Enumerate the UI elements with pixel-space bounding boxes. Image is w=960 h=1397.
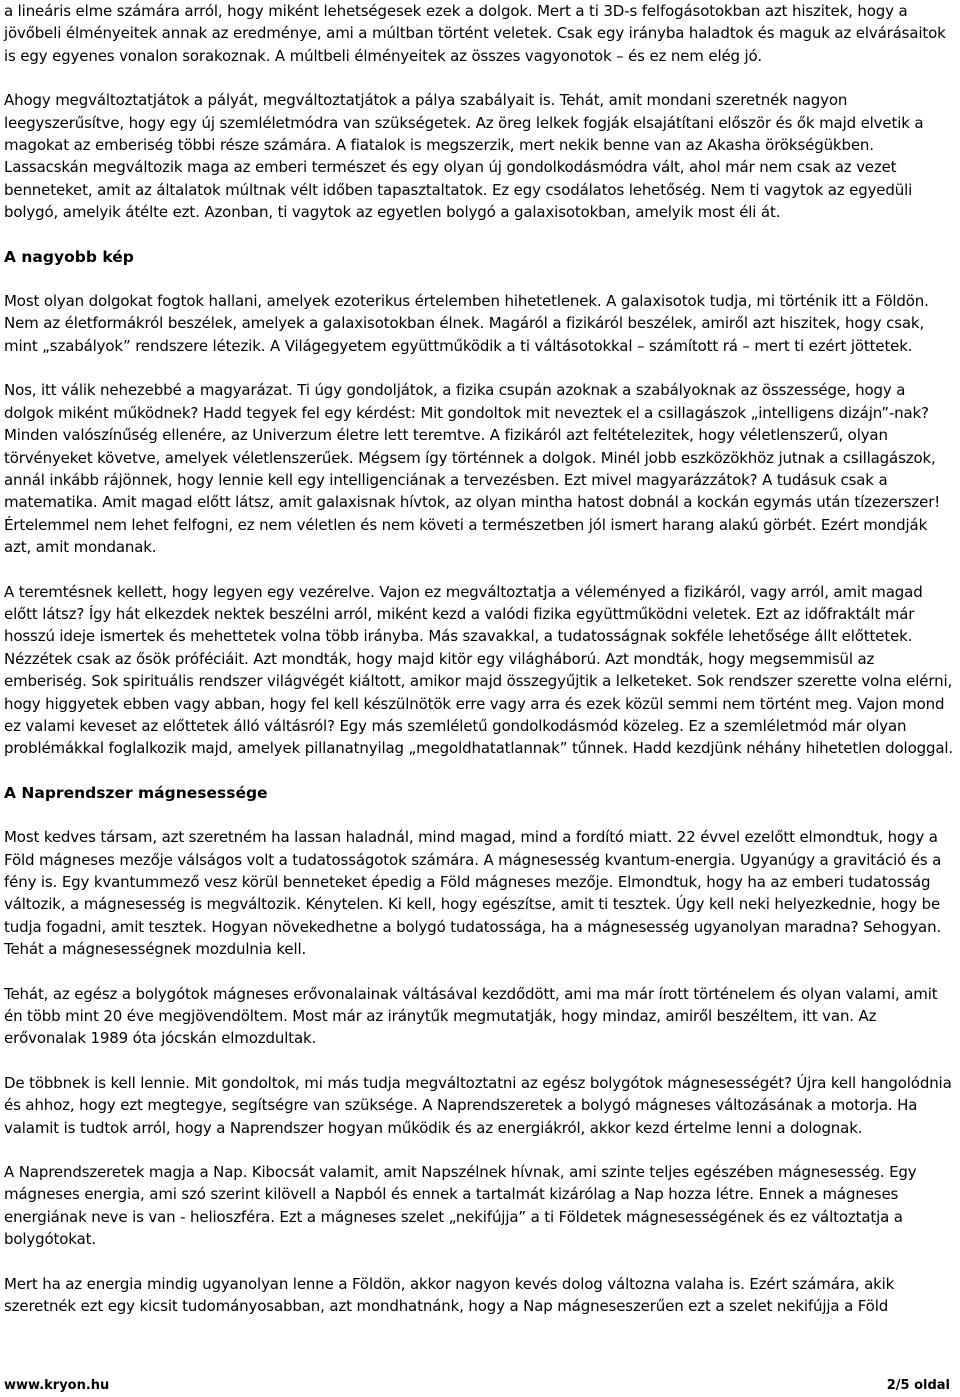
page-footer: [0, 1378, 960, 1396]
paragraph-gap: [4, 268, 958, 290]
document-body: [4, 0, 958, 1318]
paragraph-gap: [4, 559, 958, 581]
paragraph-gap: [4, 67, 958, 89]
paragraph-3: Most olyan dolgokat fogtok hallani, amelyek ezoterikus értelemben hihetetlenek. A galaxisotok tudja, mi történik itt a Földön. Nem az életformákról beszélek, amelyek a galaxisotokban élnek. Magáról a fizikáról beszélek, amiről azt hiszitek, hogy csak, mint „szabályok” rendszere létezik. A Világegyetem együttműködik a ti váltásotokkal – számított rá – mert ti ezért jöttetek.: [4, 292, 929, 355]
section-heading-solar-magnetism: A Naprendszer mágnesessége: [4, 783, 268, 802]
paragraph-gap: [4, 961, 958, 983]
paragraph-9: A Naprendszeretek magja a Nap. Kibocsát valamit, amit Napszélnek hívnak, ami szinte teljes egészében mágnesesség. Egy mágneses energia, ami szó szerint kilövell a Napból és ennek a tartalmát kizárólag a Nap hozza létre. Ennek a mágneses energiának neve is van - helioszféra. Ezt a mágneses szelet „nekifújja” a ti Földetek mágnesességének és ez változtatja a bolygótokat.: [4, 1163, 917, 1249]
paragraph-gap: [4, 760, 958, 782]
paragraph-5: A teremtésnek kellett, hogy legyen egy vezérelve. Vajon ez megváltoztatja a véleményed a fizikáról, vagy arról, amit magad előtt látsz? Így hát elkezdek nektek beszélni arról, miként kezd a valódi fizika együttműködni veletek. Ezt az időfraktált már hosszú ideje ismertek és mehettetek volna több irányba. Más szavakkal, a tudatosságnak sokféle lehetősége állt előttetek. Nézzétek csak az ősök próféciáit. Azt mondták, hogy majd kitör egy világháború. Azt mondták, hogy megsemmisül az emberiség. Sok spirituális rendszer világvégét kiáltott, amikor majd összegyűjtik a lelketeket. Sok rendszer szerette volna elérni, hogy higgyetek ebben vagy abban, hogy fel kell készülnötök erre vagy arra és ezek közül semmi nem történt meg. Vajon mond ez valami keveset az előttetek álló váltásról? Egy más szemléletű gondolkodásmód közeleg. Ez a szemléletmód már olyan problémákkal foglalkozik majd, amelyek pillanatnyilag „megoldhatatlannak” tűnnek. Hadd kezdjünk néhány hihetetlen dologgal.: [4, 582, 954, 758]
paragraph-6: Most kedves társam, azt szeretném ha lassan haladnál, mind magad, mind a fordító miatt. 22 évvel ezelőtt elmondtuk, hogy a Föld mágneses mezője válságos volt a tudatosságotok számára. A mágnesesség kvantum-energia. Ugyanúgy a gravitáció és a fény is. Egy kvantummező vesz körül benneteket épedig a Föld mágneses mezője. Elmondtuk, hogy ha az emberi tudatosság változik, a mágnesesség is megváltozik. Kénytelen. Ki kell, hogy egészítse, amit ti tesztek. Úgy kell neki helyezkednie, hogy be tudja fogadni, amit tesztek. Hogyan növekedhetne a bolygó tudatossága, ha a mágnesesség ugyanolyan maradna? Sehogyan. Tehát a mágnesességnek mozdulnia kell.: [4, 828, 942, 959]
paragraph-gap: [4, 224, 958, 246]
paragraph-gap: [4, 1050, 958, 1072]
paragraph-1: a lineáris elme számára arról, hogy miként lehetségesek ezek a dolgok. Mert a ti 3D-s felfogásotokban azt hiszitek, hogy a jövőbeli élményeitek annak az eredménye, ami a múltban történt veletek. Csak egy irányba haladtok és maguk az elvárásaitok is egy egyenes vonalon sorakoznak. A múltbeli élményeitek az összes vagyonotok – és ez nem elég jó.: [4, 2, 946, 65]
paragraph-gap: [4, 804, 958, 826]
paragraph-gap: [4, 1139, 958, 1161]
footer-site-link[interactable]: www.kryon.hu: [4, 1378, 110, 1393]
paragraph-10: Mert ha az energia mindig ugyanolyan lenne a Földön, akkor nagyon kevés dolog változna valaha is. Ezért számára, akik szeretnék ezt egy kicsit tudományosabban, azt mondhatnánk, hogy a Nap mágneseszerűen ezt a szelet nekifújja a Föld: [4, 1274, 895, 1316]
paragraph-2: Ahogy megváltoztatjátok a pályát, megváltoztatjátok a pálya szabályait is. Tehát, amit mondani szeretnék nagyon leegyszerűsítve, hogy egy új szemléletmódra van szükségetek. Az öreg lelkek fogják elsajátítani először és ők majd elvetik a magokat az emberiség többi része számára. A fiatalok is megszerzik, mert nekik benne van az Akasha örökségükben. Lassacskán megváltozik maga az emberi természet és egy olyan új gondolkodásmódra vált, ahol már nem csak az vezet benneteket, amit az általatok múltnak vélt időben tapasztaltatok. Ez egy csodálatos lehetőség. Nem ti vagytok az egyedüli bolygó, amelyik átélte ezt. Azonban, ti vagytok az egyetlen bolygó a galaxisotokban, amelyik most éli át.: [4, 91, 924, 222]
paragraph-gap: [4, 357, 958, 379]
footer-page-number: 2/5 oldal: [886, 1378, 950, 1393]
paragraph-4: Nos, itt válik nehezebbé a magyarázat. Ti úgy gondoljátok, a fizika csupán azoknak a szabályoknak az összessége, hogy a dolgok miként működnek? Hadd tegyek fel egy kérdést: Mit gondoltok mit neveztek el a csillagászok „intelligens dizájn”-nak? Minden valószínűség ellenére, az Univerzum életre lett teremtve. A fizikáról azt feltételezitek, hogy véletlenszerű, olyan törvényeket követve, amelyek véletlenszerűek. Mégsem így történnek a dolgok. Minél jobb eszközökhöz jutnak a csillagászok, annál inkább rájönnek, hogy lennie kell egy intelligenciának a tervezésben. Ezt mivel magyarázzátok? A tudásuk csak a matematika. Amit magad előtt látsz, amit galaxisnak hívtok, az olyan mintha hatost dobnál a kockán egymás után tízezerszer! Értelemmel nem lehet felfogni, ez nem véletlen és nem követi a természetben jól ismert harang alakú görbét. Ezért mondják azt, amit mondanak.: [4, 381, 941, 557]
paragraph-gap: [4, 1251, 958, 1273]
section-heading-bigger-picture: A nagyobb kép: [4, 247, 134, 266]
paragraph-7: Tehát, az egész a bolygótok mágneses erővonalainak váltásával kezdődött, ami ma már írott történelem és olyan valami, amit én több mint 20 éve megjövendöltem. Most már az iránytűk megmutatják, hogy mindaz, amiről beszéltem, itt van. Az erővonalak 1989 óta jócskán elmozdultak.: [4, 984, 938, 1048]
paragraph-8: De többnek is kell lennie. Mit gondoltok, mi más tudja megváltoztatni az egész bolygótok mágnesességét? Újra kell hangolódnia és ahhoz, hogy ezt megtegye, segítségre van szüksége. A Naprendszeretek a bolygó mágneses változásának a motorja. Ha valamit is tudtok arról, hogy a Naprendszer hogyan működik és az energiákról, akkor kezd értelme lenni a dolognak.: [4, 1073, 952, 1137]
